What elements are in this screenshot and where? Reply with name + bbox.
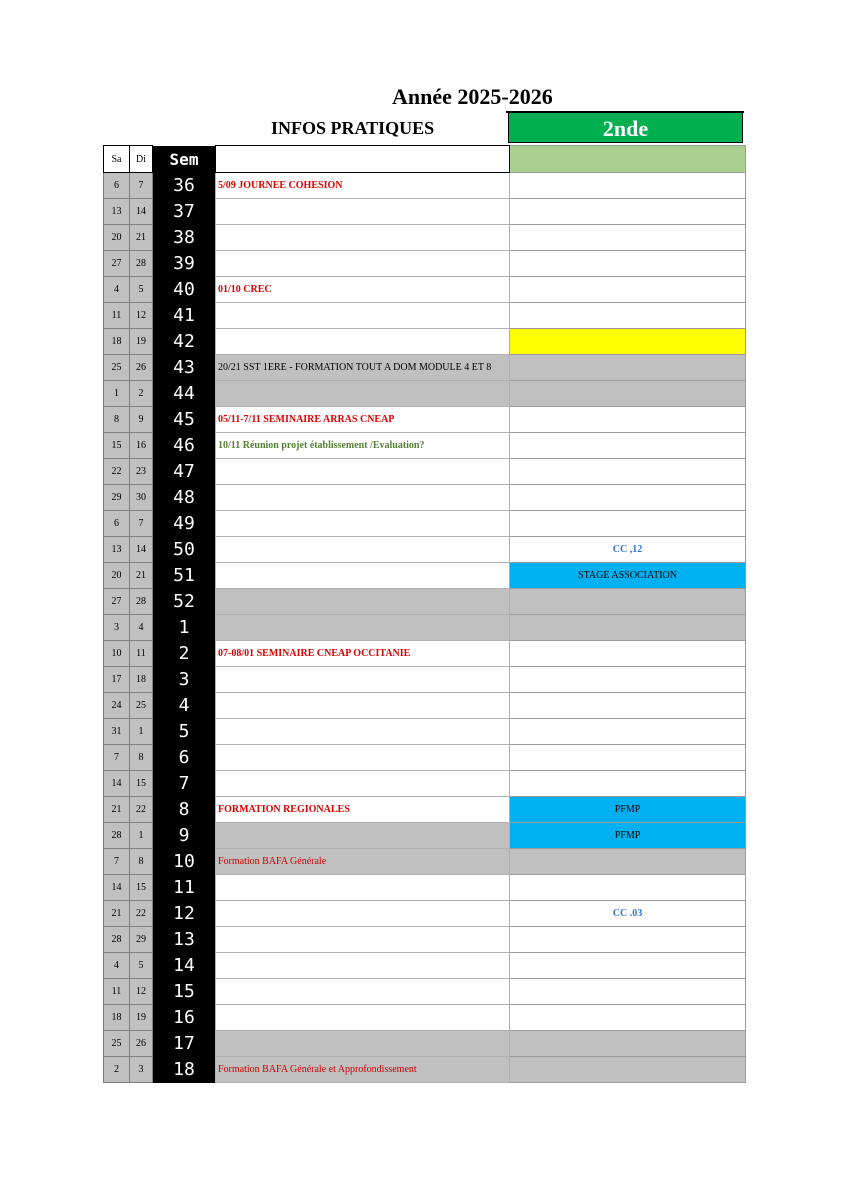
class-cell	[510, 277, 746, 303]
sunday-date: 3	[130, 1057, 153, 1083]
week-row	[104, 693, 746, 719]
week-number: 3	[153, 667, 216, 693]
week-number: 48	[153, 485, 216, 511]
info-cell	[216, 615, 510, 641]
saturday-date: 1	[104, 381, 130, 407]
week-row	[104, 1005, 746, 1031]
info-cell	[216, 875, 510, 901]
week-number: 4	[153, 693, 216, 719]
saturday-date: 13	[104, 537, 130, 563]
saturday-date: 10	[104, 641, 130, 667]
sunday-date: 26	[130, 355, 153, 381]
week-row	[104, 511, 746, 537]
sunday-date: 28	[130, 251, 153, 277]
saturday-date: 4	[104, 953, 130, 979]
sunday-date: 28	[130, 589, 153, 615]
saturday-date: 28	[104, 823, 130, 849]
sunday-date: 16	[130, 433, 153, 459]
class-cell	[510, 381, 746, 407]
info-cell	[216, 745, 510, 771]
week-row	[104, 303, 746, 329]
week-row	[104, 875, 746, 901]
week-row	[104, 199, 746, 225]
info-cell	[216, 329, 510, 355]
info-cell	[216, 953, 510, 979]
saturday-date: 6	[104, 173, 130, 199]
class-cell	[510, 1057, 746, 1083]
week-number: 14	[153, 953, 216, 979]
class-cell	[510, 875, 746, 901]
saturday-date: 27	[104, 251, 130, 277]
infos-pratiques-heading: INFOS PRATIQUES	[271, 118, 435, 138]
week-number: 13	[153, 927, 216, 953]
week-row	[104, 771, 746, 797]
week-row	[104, 641, 746, 667]
week-row	[104, 667, 746, 693]
saturday-date: 31	[104, 719, 130, 745]
saturday-date: 11	[104, 979, 130, 1005]
week-row	[104, 719, 746, 745]
saturday-date: 24	[104, 693, 130, 719]
info-cell	[216, 927, 510, 953]
saturday-date: 22	[104, 459, 130, 485]
class-cell	[510, 719, 746, 745]
info-cell: 10/11 Réunion projet établissement /Evaluation?	[216, 433, 510, 459]
saturday-date: 20	[104, 225, 130, 251]
class-cell	[510, 771, 746, 797]
class-cell	[510, 511, 746, 537]
week-number: 52	[153, 589, 216, 615]
calendar-table	[103, 145, 746, 1083]
class-cell	[510, 641, 746, 667]
sunday-date: 9	[130, 407, 153, 433]
info-cell	[216, 459, 510, 485]
class-cell	[510, 355, 746, 381]
saturday-date: 7	[104, 745, 130, 771]
class-cell: CC .03	[510, 901, 746, 927]
sunday-date: 1	[130, 823, 153, 849]
week-number: 42	[153, 329, 216, 355]
week-number: 6	[153, 745, 216, 771]
class-cell: PFMP	[510, 823, 746, 849]
week-number: 37	[153, 199, 216, 225]
week-number: 44	[153, 381, 216, 407]
week-number: 47	[153, 459, 216, 485]
info-cell	[216, 511, 510, 537]
week-row	[104, 1057, 746, 1083]
saturday-date: 6	[104, 511, 130, 537]
info-cell	[216, 823, 510, 849]
week-row	[104, 927, 746, 953]
sunday-date: 15	[130, 771, 153, 797]
info-cell: FORMATION REGIONALES	[216, 797, 510, 823]
week-number: 8	[153, 797, 216, 823]
week-row	[104, 979, 746, 1005]
class-cell: STAGE ASSOCIATION	[510, 563, 746, 589]
saturday-date: 25	[104, 355, 130, 381]
week-number: 5	[153, 719, 216, 745]
saturday-date: 7	[104, 849, 130, 875]
class-cell	[510, 173, 746, 199]
week-row	[104, 225, 746, 251]
sunday-date: 14	[130, 199, 153, 225]
info-cell: 01/10 CREC	[216, 277, 510, 303]
week-row	[104, 953, 746, 979]
info-cell	[216, 693, 510, 719]
week-number: 17	[153, 1031, 216, 1057]
class-cell	[510, 459, 746, 485]
week-row	[104, 745, 746, 771]
sunday-date: 21	[130, 563, 153, 589]
info-cell	[216, 225, 510, 251]
saturday-date: 8	[104, 407, 130, 433]
saturday-date: 18	[104, 329, 130, 355]
sunday-date: 26	[130, 1031, 153, 1057]
info-cell	[216, 979, 510, 1005]
sunday-date: 7	[130, 173, 153, 199]
sunday-date: 2	[130, 381, 153, 407]
saturday-date: 21	[104, 901, 130, 927]
info-cell	[216, 381, 510, 407]
week-number: 12	[153, 901, 216, 927]
sunday-date: 12	[130, 303, 153, 329]
week-row	[104, 849, 746, 875]
week-row	[104, 251, 746, 277]
week-row	[104, 589, 746, 615]
week-row	[104, 355, 746, 381]
week-row	[104, 277, 746, 303]
saturday-date: 18	[104, 1005, 130, 1031]
sunday-date: 25	[130, 693, 153, 719]
saturday-date: 17	[104, 667, 130, 693]
saturday-date: 14	[104, 875, 130, 901]
week-number: 38	[153, 225, 216, 251]
class-cell: CC ,12	[510, 537, 746, 563]
info-cell: 05/11-7/11 SEMINAIRE ARRAS CNEAP	[216, 407, 510, 433]
page-title: Année 2025-2026	[392, 84, 553, 109]
week-number: 10	[153, 849, 216, 875]
info-cell	[216, 901, 510, 927]
class-cell	[510, 953, 746, 979]
class-cell	[510, 693, 746, 719]
week-number: 9	[153, 823, 216, 849]
column-header-class-sub	[510, 146, 746, 173]
class-cell	[510, 433, 746, 459]
class-cell	[510, 485, 746, 511]
week-number: 36	[153, 173, 216, 199]
info-cell	[216, 485, 510, 511]
info-cell: Formation BAFA Générale et Approfondissement	[216, 1057, 510, 1083]
week-row	[104, 433, 746, 459]
info-cell: 5/09 JOURNEE COHESION	[216, 173, 510, 199]
info-cell	[216, 1005, 510, 1031]
saturday-date: 11	[104, 303, 130, 329]
week-number: 43	[153, 355, 216, 381]
class-cell	[510, 745, 746, 771]
info-cell: Formation BAFA Générale	[216, 849, 510, 875]
week-number: 51	[153, 563, 216, 589]
column-header-di: Di	[130, 146, 153, 173]
sunday-date: 21	[130, 225, 153, 251]
sunday-date: 12	[130, 979, 153, 1005]
week-row	[104, 537, 746, 563]
class-cell	[510, 251, 746, 277]
week-number: 1	[153, 615, 216, 641]
info-cell: 07-08/01 SEMINAIRE CNEAP OCCITANIE	[216, 641, 510, 667]
class-cell	[510, 667, 746, 693]
week-number: 41	[153, 303, 216, 329]
sunday-date: 19	[130, 1005, 153, 1031]
sunday-date: 19	[130, 329, 153, 355]
info-cell	[216, 589, 510, 615]
column-header-sa: Sa	[104, 146, 130, 173]
sunday-date: 15	[130, 875, 153, 901]
info-cell	[216, 199, 510, 225]
class-cell	[510, 1031, 746, 1057]
class-cell	[510, 407, 746, 433]
class-cell	[510, 849, 746, 875]
week-number: 16	[153, 1005, 216, 1031]
sunday-date: 4	[130, 615, 153, 641]
week-number: 18	[153, 1057, 216, 1083]
week-number: 45	[153, 407, 216, 433]
sunday-date: 22	[130, 901, 153, 927]
sunday-date: 14	[130, 537, 153, 563]
class-cell	[510, 303, 746, 329]
saturday-date: 13	[104, 199, 130, 225]
week-row	[104, 615, 746, 641]
saturday-date: 27	[104, 589, 130, 615]
sunday-date: 7	[130, 511, 153, 537]
class-cell	[510, 615, 746, 641]
info-cell	[216, 771, 510, 797]
week-row	[104, 485, 746, 511]
sunday-date: 23	[130, 459, 153, 485]
week-row	[104, 901, 746, 927]
week-row	[104, 407, 746, 433]
sunday-date: 8	[130, 849, 153, 875]
saturday-date: 20	[104, 563, 130, 589]
sunday-date: 29	[130, 927, 153, 953]
week-row	[104, 797, 746, 823]
sunday-date: 22	[130, 797, 153, 823]
class-cell	[510, 1005, 746, 1031]
week-number: 40	[153, 277, 216, 303]
week-row	[104, 823, 746, 849]
week-row	[104, 329, 746, 355]
saturday-date: 29	[104, 485, 130, 511]
week-number: 11	[153, 875, 216, 901]
saturday-date: 4	[104, 277, 130, 303]
week-number: 7	[153, 771, 216, 797]
class-cell	[510, 329, 746, 355]
header-row	[104, 146, 746, 173]
sunday-date: 18	[130, 667, 153, 693]
week-row	[104, 381, 746, 407]
info-cell	[216, 719, 510, 745]
week-number: 50	[153, 537, 216, 563]
info-cell	[216, 667, 510, 693]
saturday-date: 3	[104, 615, 130, 641]
sunday-date: 5	[130, 277, 153, 303]
saturday-date: 21	[104, 797, 130, 823]
info-cell	[216, 537, 510, 563]
week-number: 49	[153, 511, 216, 537]
info-cell: 20/21 SST 1ERE - FORMATION TOUT A DOM MODULE 4 ET 8	[216, 355, 510, 381]
week-number: 39	[153, 251, 216, 277]
week-row	[104, 459, 746, 485]
saturday-date: 14	[104, 771, 130, 797]
week-number: 46	[153, 433, 216, 459]
column-header-sem: Sem	[153, 146, 216, 173]
class-column-header: 2nde	[508, 112, 743, 143]
class-cell	[510, 199, 746, 225]
class-cell	[510, 589, 746, 615]
week-row	[104, 173, 746, 199]
sunday-date: 1	[130, 719, 153, 745]
info-cell	[216, 1031, 510, 1057]
info-cell	[216, 303, 510, 329]
class-cell	[510, 979, 746, 1005]
week-number: 2	[153, 641, 216, 667]
class-cell: PFMP	[510, 797, 746, 823]
week-row	[104, 563, 746, 589]
saturday-date: 25	[104, 1031, 130, 1057]
sunday-date: 30	[130, 485, 153, 511]
saturday-date: 28	[104, 927, 130, 953]
info-cell	[216, 251, 510, 277]
saturday-date: 15	[104, 433, 130, 459]
info-cell	[216, 563, 510, 589]
week-row	[104, 1031, 746, 1057]
class-cell	[510, 927, 746, 953]
week-number: 15	[153, 979, 216, 1005]
saturday-date: 2	[104, 1057, 130, 1083]
class-cell	[510, 225, 746, 251]
column-header-infos	[216, 146, 510, 173]
sunday-date: 5	[130, 953, 153, 979]
sunday-date: 8	[130, 745, 153, 771]
sunday-date: 11	[130, 641, 153, 667]
